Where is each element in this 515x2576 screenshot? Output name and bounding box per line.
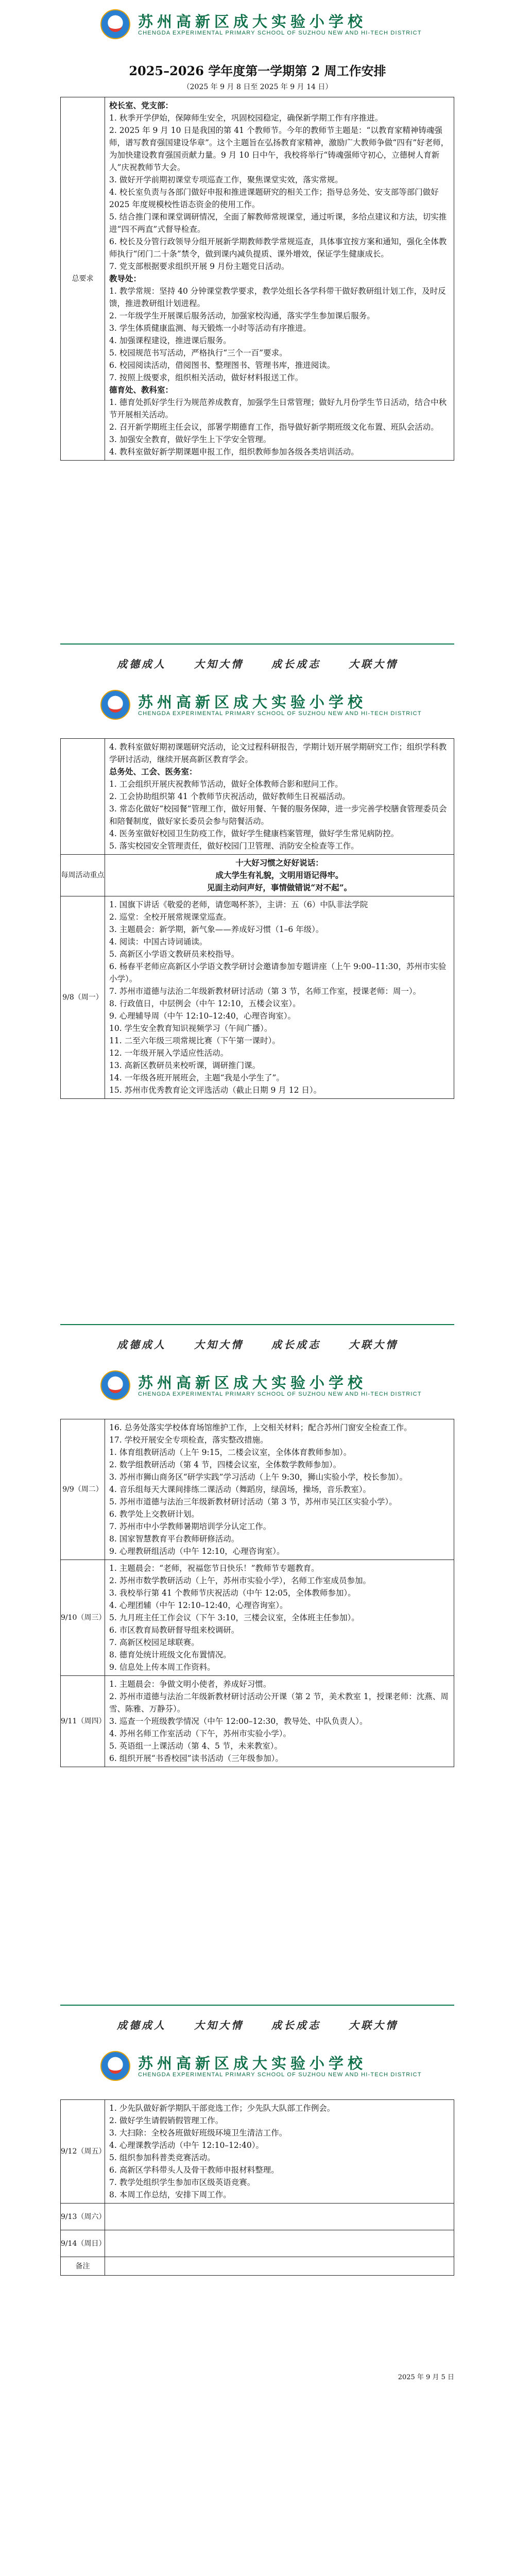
letterhead [0, 681, 515, 730]
school-name-en: CHENGDA EXPERIMENTAL PRIMARY SCHOOL OF SUZHOU NEW AND HI-TECH DISTRICT [138, 1391, 422, 1397]
list-item: 校长室、党支部： [109, 100, 174, 110]
school-logo-icon [100, 1370, 130, 1400]
motto-2: 大知大情 [194, 1338, 244, 1351]
list-item: 1. 教学常规：坚持 40 分钟课堂教学要求，教学处组长各学科带干做好教研组计划工作，及时反馈，推进教研组计划进程。 [109, 286, 446, 308]
notes-content [105, 2257, 454, 2275]
list-item: 4. 教科室做好新学期课题申报工作，组织教师参加各级各类培训活动。 [109, 447, 359, 456]
list-item: 5. 组织参加科普类竞赛活动。 [109, 2153, 215, 2162]
schedule-table-part3 [60, 1419, 454, 1767]
motto-4: 大联大情 [349, 1338, 398, 1351]
list-item: 4. 加强课程建设，推进课后服务。 [109, 336, 231, 345]
day-row-tuesday [61, 1419, 454, 1560]
notes-row [61, 2257, 454, 2275]
document-title: 2025–2026 学年度第一学期第 2 周工作安排 [129, 63, 386, 78]
page-footer [0, 2005, 515, 2042]
motto-3: 成长成志 [271, 2019, 321, 2031]
list-item: 5. 结合推门课和课堂调研情况，全面了解教师常规课堂，通过听课，多给点建议和方法，切实推进“四不两直”式督导检查。 [109, 212, 447, 234]
slogan-line: 成大学生有礼貌，文明用语记得牢。 [215, 870, 344, 880]
list-item: 3. 巡查一个班级教学情况（中午 12:00–12:30，教导处、中队负责人）。 [109, 1717, 368, 1726]
day-label: 9/10（周三） [61, 1560, 105, 1675]
list-item: 2. 巡堂：全校开展常规课堂巡查。 [109, 912, 231, 922]
row-label-empty [61, 739, 105, 854]
day-items [105, 1560, 454, 1675]
motto-1: 成德成人 [117, 2019, 166, 2031]
motto-3: 成长成志 [271, 658, 321, 670]
letterhead [0, 2042, 515, 2091]
list-item: 4. 心理课教学活动（中午 12:10–12:40）。 [109, 2141, 264, 2150]
page-2 [0, 681, 515, 1361]
list-item: 14. 一年级各班开展班会，主题“我是小学生了”。 [109, 1073, 284, 1082]
list-item: 4. 医务室做好校园卫生防疫工作，做好学生健康档案管理，做好学生常见病防控。 [109, 829, 399, 838]
list-item: 4. 苏州名师工作室活动（下午，苏州市实验小学）。 [109, 1729, 291, 1738]
list-item: 4. 教科室做好期初课题研究活动，论文过程科研报告，学期计划开展学期研究工作；组织学科教学研讨活动，继续开展高新区教育学会。 [109, 742, 447, 764]
schedule-table-part4 [60, 2099, 454, 2276]
row-label: 每周活动重点 [61, 855, 105, 896]
school-name-en: CHENGDA EXPERIMENTAL PRIMARY SCHOOL OF SUZHOU NEW AND HI-TECH DISTRICT [138, 710, 422, 717]
page-3 [0, 1361, 515, 2042]
motto-1: 成德成人 [117, 658, 166, 670]
list-item: 13. 高新区教研员来校听课，调研推门课。 [109, 1061, 261, 1070]
list-item: 3. 苏州市狮山商务区“研学实践”学习活动（上午 9:30，狮山实验小学，校长参加）。 [109, 1472, 408, 1482]
footer-rule [60, 643, 454, 645]
day-row-saturday [61, 2203, 454, 2230]
list-item: 教导处： [109, 274, 142, 283]
general-requirements-cont-row [61, 739, 454, 854]
list-item: 6. 杨春平老师应高新区小学语文教学研讨会邀请参加专题讲座（上午 9:00–11:30，苏州市实验小学）。 [109, 962, 447, 984]
day-items [105, 1419, 454, 1560]
motto-4: 大联大情 [349, 2019, 398, 2031]
list-item: 6. 校园阅读活动，借阅图书、整理图书、管理书库，推进阅读。 [109, 361, 335, 370]
footer-mottos [0, 1336, 515, 1351]
list-item: 2. 苏州市数学教研活动（上午，苏州市实验小学），名师工作室成员参加。 [109, 1576, 371, 1585]
list-item: 6. 市区教育局教研督导组来校调研。 [109, 1625, 239, 1635]
general-requirements-text [105, 97, 454, 460]
list-item: 7. 按照上级要求，组织相关活动，做好材料报送工作。 [109, 373, 303, 382]
list-item: 5. 高新区小学语文教研员来校指导。 [109, 950, 239, 959]
list-item: 2. 工会协助组织第 41 个教师节庆祝活动，做好教师生日祝福活动。 [109, 792, 350, 801]
row-label: 总要求 [61, 97, 105, 460]
school-name: 苏州高新区成大实验小学校 [138, 1374, 367, 1392]
list-item: 15. 苏州市优秀教育论文评选活动（截止日期 9 月 12 日）。 [109, 1086, 322, 1095]
list-item: 7. 党支部根据要求组织开展 9 月份主题党日活动。 [109, 262, 289, 271]
weekly-focus-row [61, 854, 454, 896]
list-item: 2. 苏州市道德与法治二年级新教材研讨活动公开课（第 2 节，美术教室 1，授课老师：沈燕、周雪、陈雅、万静芬）。 [109, 1692, 449, 1714]
day-label: 9/11（周四） [61, 1676, 105, 1767]
list-item: 1. 体育组教研活动（上午 9:15，二楼会议室，全体体育教师参加）。 [109, 1448, 352, 1457]
page-4 [0, 2042, 515, 2576]
motto-4: 大联大情 [349, 658, 398, 670]
letterhead [0, 0, 515, 49]
school-name-en: CHENGDA EXPERIMENTAL PRIMARY SCHOOL OF SUZHOU NEW AND HI-TECH DISTRICT [138, 2072, 422, 2078]
motto-1: 成德成人 [117, 1338, 166, 1351]
day-items [105, 2230, 454, 2257]
list-item: 7. 高新区校园足球联赛。 [109, 1638, 199, 1647]
list-item: 4. 阅读：中国古诗词诵读。 [109, 937, 208, 946]
list-item: 7. 苏州市道德与法治二年级新教材研讨活动（第 3 节，名师工作室，授课老师：周一）。 [109, 987, 421, 996]
list-item: 12. 一年级开展入学适应性活动。 [109, 1048, 229, 1058]
list-item: 3. 常态化做好“校园餐”管理工作，做好用餐、午餐的服务保障，进一步完善学校膳食管理委员会和陪餐制度，做好家长委员会参与陪餐活动。 [109, 804, 447, 826]
list-item: 9. 心理辅导周（中午 12:10–12:40，心理咨询室）。 [109, 1011, 296, 1021]
day-items [105, 2204, 454, 2230]
list-item: 5. 英语组一上课活动（第 4、5 节，未来教室）。 [109, 1741, 283, 1751]
day-label: 9/8（周一） [61, 896, 105, 1098]
list-item: 1. 主题晨会：“老师，祝福您节日快乐！”教师节专题教育。 [109, 1564, 319, 1573]
school-name: 苏州高新区成大实验小学校 [138, 2055, 367, 2072]
motto-2: 大知大情 [194, 658, 244, 670]
day-label: 9/14（周日） [61, 2230, 105, 2257]
list-item: 2. 一年级学生开展课后服务活动，加强家校沟通，落实学生参加课后服务。 [109, 311, 375, 320]
list-item: 1. 少先队做好新学期队干部竞选工作；少先队大队部工作例会。 [109, 2104, 335, 2113]
day-row-friday [61, 2100, 454, 2203]
list-item: 3. 主题晨会：新学期，新气象——养成好习惯（1–6 年级）。 [109, 925, 324, 934]
footer-rule [60, 2005, 454, 2006]
footer-mottos [0, 2017, 515, 2032]
day-items [105, 2100, 454, 2203]
list-item: 2. 召开新学期班主任会议，部署学期德育工作，指导做好新学期班级文化布置、班队会活动。 [109, 422, 439, 432]
list-item: 8. 本周工作总结，安排下周工作。 [109, 2190, 231, 2199]
list-item: 1. 国旗下讲话《敬爱的老师，请您喝杯茶》，主讲：五（6）中队非法学院 [109, 900, 368, 909]
list-item: 7. 苏州市中小学教师暑期培训学分认定工作。 [109, 1522, 271, 1531]
slogan-line: 见面主动问声好，事情做错说“对不起”。 [207, 883, 352, 892]
list-item: 2. 数学组教研活动（第 4 节，四楼会议室，全体数学教师参加）。 [109, 1460, 341, 1469]
school-name: 苏州高新区成大实验小学校 [138, 693, 367, 711]
row-label: 备注 [61, 2257, 105, 2275]
school-logo-icon [100, 690, 130, 720]
list-item: 16. 总务处落实学校体育场馆维护工作，上交相关材料；配合苏州门窗安全检查工作。 [109, 1423, 412, 1432]
list-item: 17. 学校开展安全专项检查，落实整改措施。 [109, 1435, 268, 1445]
day-items [105, 1676, 454, 1767]
list-item: 9. 心理教研组活动（中午 12:10，心理咨询室）。 [109, 1547, 285, 1556]
school-logo-icon [100, 2051, 130, 2081]
day-row-monday [61, 896, 454, 1098]
list-item: 2. 做好学生请假销假管理工作。 [109, 2116, 224, 2125]
slogan-line: 十大好习惯之好好说话： [235, 858, 323, 868]
list-item: 3. 大扫除：全校各班做好班级环境卫生清洁工作。 [109, 2128, 287, 2138]
list-item: 3. 做好开学前期初课堂专项巡查工作，聚焦课堂实效，落实常规。 [109, 175, 343, 184]
list-item: 7. 教学处组织学生参加市区级英语竞赛。 [109, 2178, 255, 2187]
day-row-wednesday [61, 1560, 454, 1675]
list-item: 6. 高新区学科带头人及骨干教师申报材料整理。 [109, 2165, 279, 2175]
list-item: 1. 工会组织开展庆祝教师节活动，做好全体教师合影和慰问工作。 [109, 779, 343, 789]
footer-mottos [0, 656, 515, 671]
day-row-sunday [61, 2230, 454, 2257]
list-item: 1. 主题晨会：争做文明小使者，养成好习惯。 [109, 1680, 271, 1689]
sign-date: 2025 年 9 月 5 日 [398, 2374, 454, 2381]
list-item: 总务处、工会、医务室： [109, 767, 197, 776]
list-item: 6. 校长及分管行政领导分组开展新学期教师教学常规巡查，具体事宜按方案和通知，强化全体教师执行“闭门二十条”禁令，做到课内减负提质、课外增效，保证学生健康成长。 [109, 237, 447, 259]
list-item: 10. 学生安全教育知识视频学习（午间广播）。 [109, 1024, 272, 1033]
motto-2: 大知大情 [194, 2019, 244, 2031]
list-item: 3. 加强安全教育，做好学生上下学安全管理。 [109, 435, 271, 444]
list-item: 1. 秋季开学伊始，保障师生安全，巩固校园稳定，确保新学期工作有序推进。 [109, 113, 383, 123]
list-item: 5. 校园规范书写活动，严格执行“三个一百”要求。 [109, 348, 287, 358]
list-item: 6. 组织开展“书香校园”读书活动（三年级参加）。 [109, 1754, 283, 1763]
list-item: 9. 信息处上传本周工作资料。 [109, 1663, 215, 1672]
page-footer [0, 643, 515, 681]
list-item: 8. 国家智慧教育平台教师研修活动。 [109, 1534, 239, 1544]
list-item: 4. 音乐组每天大课间排练二课活动（舞蹈房，绿茵场，操场，音乐教室）。 [109, 1485, 371, 1494]
list-item: 6. 教学处上交教研计划。 [109, 1510, 199, 1519]
list-item: 3. 学生体质健康监测、每天锻炼一小时等活动有序推进。 [109, 324, 311, 333]
list-item: 德育处、教科室： [109, 385, 174, 395]
page-1 [0, 0, 515, 681]
general-requirements-row [61, 97, 454, 460]
school-name-en: CHENGDA EXPERIMENTAL PRIMARY SCHOOL OF SUZHOU NEW AND HI-TECH DISTRICT [138, 30, 422, 36]
motto-3: 成长成志 [271, 1338, 321, 1351]
day-items [105, 896, 454, 1098]
list-item: 5. 九月班主任工作会议（下午 3:10，三楼会议室，全体班主任参加）。 [109, 1613, 359, 1622]
school-name: 苏州高新区成大实验小学校 [138, 13, 367, 30]
day-row-thursday [61, 1675, 454, 1767]
list-item: 3. 我校举行第 41 个教师节庆祝活动（中午 12:05，全体教师参加）。 [109, 1588, 356, 1598]
day-label: 9/12（周五） [61, 2100, 105, 2203]
weekly-slogan [105, 855, 454, 896]
general-requirements-cont-text [105, 739, 454, 854]
list-item: 8. 德育处统计班级文化布置情况。 [109, 1650, 231, 1659]
list-item: 2. 2025 年 9 月 10 日是我国的第 41 个教师节。今年的教师节主题是：“以教育家精神铸魂强师，谱写教育强国建设华章”。这个主题旨在弘扬教育家精神，激励广大教师争做“四有”好老师，为加快建设教育强国贡献力量。9 月 10 日中午，我校将举行“铸魂强师守初心，立德树人育新人”庆祝教师节大会。 [109, 126, 449, 172]
schedule-table-part1 [60, 97, 454, 461]
schedule-table-part2 [60, 738, 454, 1099]
list-item: 4. 心理团辅（中午 12:10–12:40，心理咨询室）。 [109, 1601, 288, 1610]
list-item: 1. 德育处抓好学生行为规范养成教育，加强学生日常管理；做好九月份学生节日活动，结合中秋节开展相关活动。 [109, 398, 447, 419]
school-logo-icon [100, 9, 130, 39]
list-item: 8. 行政值日，中层例会（中午 12:10，五楼会议室）。 [109, 999, 301, 1008]
document-date-range: （2025 年 9 月 8 日至 2025 年 9 月 14 日） [182, 83, 333, 91]
list-item: 11. 二至六年级三项常规比赛（下午第一课时）。 [109, 1036, 280, 1045]
letterhead [0, 1361, 515, 1411]
list-item: 4. 校长室负责与各部门做好申报和推进课题研究的相关工作；指导总务处、安支部等部门做好 2025 年度规模校性语态资金的使用工作。 [109, 188, 439, 209]
list-item: 5. 落实校园安全管理责任，做好校园门卫管理、消防安全检查等工作。 [109, 841, 359, 851]
footer-rule [60, 1324, 454, 1325]
day-label: 9/9（周二） [61, 1419, 105, 1560]
page-footer [0, 1324, 515, 1361]
day-label: 9/13（周六） [61, 2204, 105, 2230]
list-item: 5. 苏州市道德与法治三年级新教材研讨活动（第 3 节，苏州市吴江区实验小学）。 [109, 1497, 397, 1506]
